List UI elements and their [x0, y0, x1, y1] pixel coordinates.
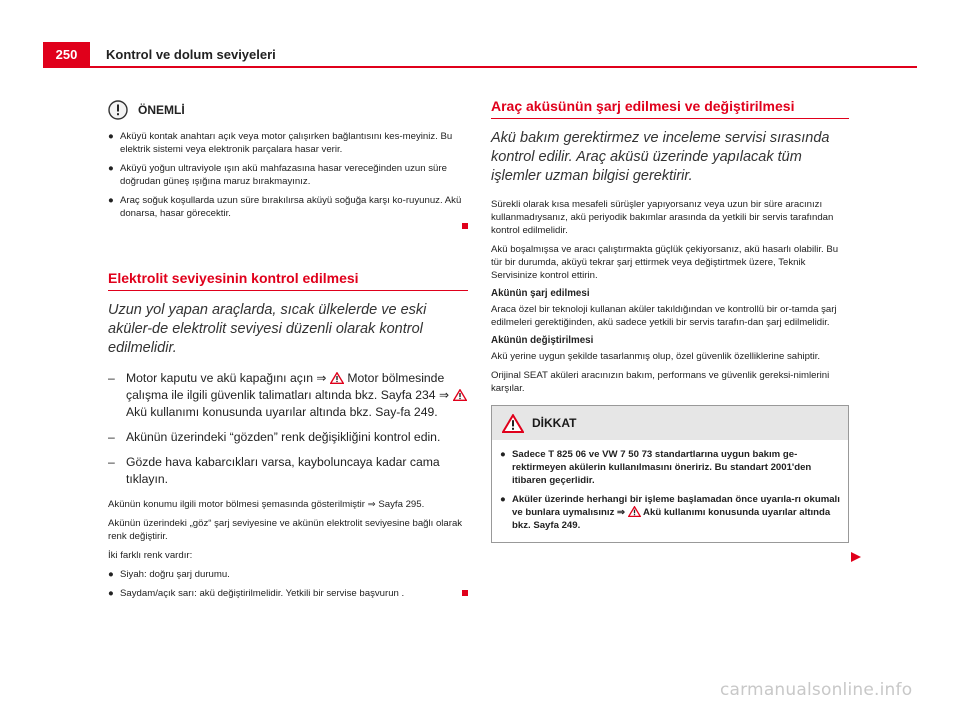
caution-heading [492, 406, 848, 440]
left-column [108, 90, 468, 606]
warning-triangle-icon[interactable] [453, 389, 467, 401]
caution-body [492, 440, 848, 542]
page-header [0, 0, 960, 70]
caution-box [491, 405, 849, 543]
battery-location-text: Akünün konumu ilgili motor bölmesi şemasında gösterilmiştir ⇒ Sayfa 295. [108, 499, 425, 510]
charging-lead: Akü bakım gerektirmez ve inceleme servisi sırasında kontrol edilir. Araç aküsü üzerinde yapılacak tüm işlemler uzman bilgisi gerektirir. [491, 130, 830, 184]
charging-subheading: Akünün şarj edilmesi [491, 288, 590, 299]
charging-para: Araca özel bir teknoloji kullanan aküler takıldığından ve kontrollü bir or-tamda şarj edilmeleri gerektiğinden, akü sadece yetkili bir servis tarafın-dan şarj edilmelidir. [491, 304, 837, 328]
electrolyte-lead: Uzun yol yapan araçlarda, sıcak ülkelerde ve eski aküler-de elektrolit seviyesi düzenli olarak kontrol edilmelidir. [108, 302, 427, 356]
warning-triangle-icon[interactable] [330, 372, 344, 384]
charging-para: Sürekli olarak kısa mesafeli sürüşler yapıyorsanız veya uzun bir süre aracınızı kullanmadıysanız, akü periyodik bakımlar arasında da yetkili bir servis tarafından kontrol edilmelidir. [491, 199, 834, 236]
notice-item: ● Araç soğuk koşullarda uzun süre bırakılırsa aküyü soğuğa karşı ko-ruyunuz. Akü donarsa, hasar görecektir. [108, 195, 462, 219]
step-item: – Gözde hava kabarcıkları varsa, kayboluncaya kadar cama tıklayın. [108, 455, 440, 486]
replacement-subheading: Akünün değiştirilmesi [491, 335, 594, 346]
notice-label: ÖNEMLİ [138, 103, 185, 117]
eye-description-text: Akünün üzerindeki „göz“ şarj seviyesine ve akünün elektrolit seviyesine bağlı olarak renk değiştirir. [108, 518, 463, 542]
warning-triangle-icon [502, 414, 524, 433]
section-end-mark [462, 590, 468, 596]
color-item: ● Saydam/açık sarı: akü değiştirilmelidir. Yetkili bir servise başvurun . [108, 587, 468, 600]
right-column [491, 98, 849, 543]
section-end-mark [462, 223, 468, 229]
charging-para: Akü boşalmışsa ve aracı çalıştırmakta güçlük çekiyorsanız, akü hasarlı olabilir. Bu tür bir durumda, aküyü tekrar şarj ettirmek veya değiştirtmek üzere, Teknik Servisinize kontrol ettirin. [491, 244, 839, 281]
watermark: carmanualsonline.info [720, 680, 913, 700]
colors-intro-text: İki farklı renk vardır: [108, 550, 193, 561]
caution-item: ● Sadece T 825 06 ve VW 7 50 73 standartlarına uygun bakım ge-rektirmeyen akülerin kullanılmasını öneririz. Bu standart 2001'den itibaren geçerlidir. [500, 449, 812, 486]
page-title: Kontrol ve dolum seviyeleri [106, 47, 276, 62]
header-divider [43, 66, 917, 68]
page-number: 250 [43, 42, 90, 66]
exclamation-circle-icon [108, 100, 128, 120]
warning-triangle-icon[interactable] [628, 506, 641, 517]
notice-item: ● Aküyü yoğun ultraviyole ışın akü mahfazasına hasar vereceğinden uzun süre doğrudan güneş ışığına maruz bırakmayınız. [108, 163, 447, 187]
continue-arrow-icon [851, 552, 861, 562]
step-item: – Motor kaputu ve akü kapağını açın ⇒ Motor bölmesinde çalışma ile ilgili güvenlik talimatları altında bkz. Sayfa 234 ⇒ Akü kullanımı konusunda uyarılar altında bkz. Say-fa 249. [108, 370, 468, 421]
notice-heading [108, 100, 468, 120]
charging-section-title: Araç aküsünün şarj edilmesi ve değiştirilmesi [491, 98, 849, 119]
step-item: – Akünün üzerindeki “gözden” renk değişikliğini kontrol edin. [108, 430, 441, 444]
caution-label: DİKKAT [532, 416, 577, 430]
electrolyte-section-title: Elektrolit seviyesinin kontrol edilmesi [108, 270, 468, 291]
notice-item: ● Aküyü kontak anahtarı açık veya motor çalışırken bağlantısını kes-meyiniz. Bu elektrik sistemi veya elektronik parçalara hasar verir. [108, 131, 453, 155]
replacement-para: Orijinal SEAT aküleri aracınızın bakım, performans ve güvenlik gereksi-nimlerini karşılar. [491, 370, 830, 394]
caution-item: ● Aküler üzerinde herhangi bir işleme başlamadan önce uyarıla-rı okumalı ve bunlara uymalısınız ⇒ Akü kullanımı konusunda uyarılar altında bkz. Sayfa 249. [500, 494, 840, 531]
color-item: ● Siyah: doğru şarj durumu. [108, 569, 230, 580]
replacement-para: Akü yerine uygun şekilde tasarlanmış olup, özel güvenlik özelliklerine sahiptir. [491, 351, 821, 362]
